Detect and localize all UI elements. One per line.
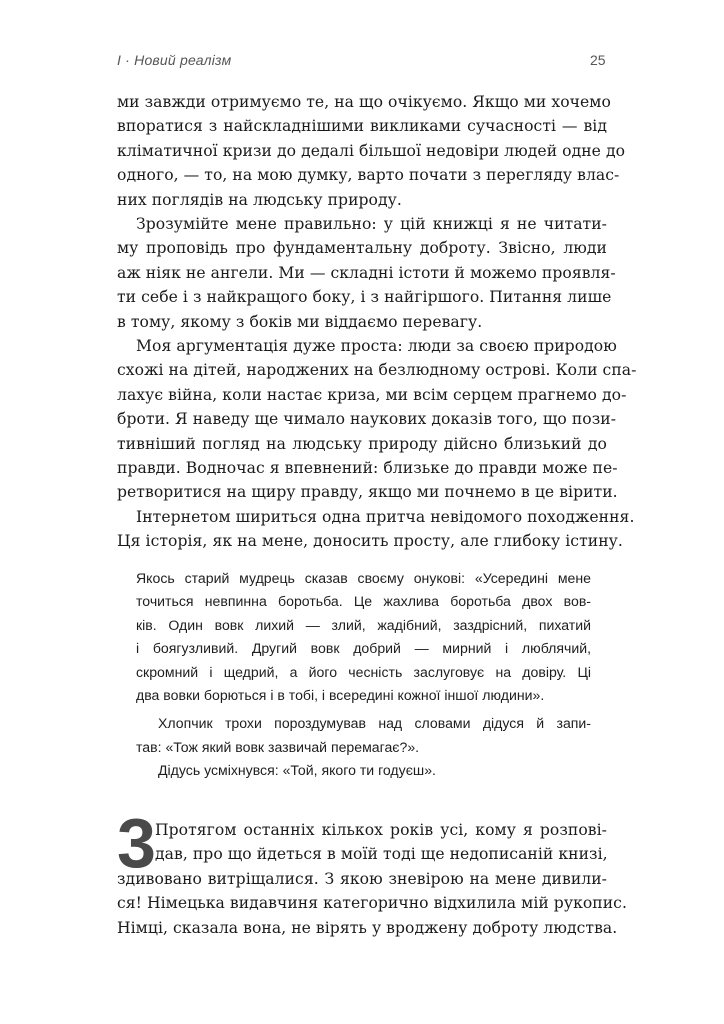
section-3-paragraph [117, 818, 627, 940]
text-line: в тому, якому з боків ми віддаємо перевагу. [117, 312, 483, 331]
text-line: схожі на дітей, народжених на безлюдному острові. Коли спа- [117, 361, 637, 380]
paragraph-4 [117, 505, 635, 554]
text-line: Протягом останніх кількох років усі, кому я розпові- [155, 821, 607, 839]
quote-line: Дідусь усміхнувся: «Той, якого ти годуєш». [158, 762, 436, 779]
text-line: лахує війна, коли настає криза, ми всім серцем прагнемо до- [117, 385, 627, 404]
text-line: них поглядів на людську природу. [117, 190, 402, 209]
text-line: аж ніяк не ангели. Ми — складні істоти й можемо проявля- [117, 263, 616, 282]
quote-line: і боягузливий. Другий вовк добрий — мирний і люблячий, [136, 640, 591, 657]
text-line: ся! Німецька видавчиня категорично відхилила мій рукопис. [117, 894, 627, 913]
paragraph-2 [117, 212, 616, 334]
text-line: Інтернетом шириться одна притча невідомого походження. [136, 508, 635, 526]
section-number-dropcap: 3 [117, 804, 156, 882]
quote-line: тав: «Тож який вовк зазвичай перемагає?». [136, 738, 420, 755]
text-line: ти себе і з найкращого боку, і з найгіршого. Питання лише [117, 288, 612, 307]
text-line: броти. Я наведу ще чимало наукових доказів того, що пози- [117, 410, 617, 429]
text-line: Зрозумійте мене правильно: у цій книжці я не читати- [136, 215, 607, 233]
quote-line: ків. Один вовк лихий — злий, жадібний, заздрісний, пихатий [136, 616, 591, 633]
text-line: му проповідь про фундаментальну доброту. Звісно, люди [117, 239, 607, 258]
running-head: І · Новий реалізм [117, 52, 232, 68]
parable-quote [136, 567, 591, 783]
text-line: одного, — то, на мою думку, варто почати з перегляду влас- [117, 166, 620, 185]
page-number: 25 [590, 52, 606, 68]
text-line: впоратися з найскладнішими викликами сучасності — від [117, 117, 607, 136]
text-line: ретворитися на щиру правду, якщо ми почнемо в це вірити. [117, 483, 618, 502]
text-line: дав, про що йдеться в моїй тоді ще недописаній книзі, [155, 845, 608, 864]
text-line: здивовано витріщалися. З якою зневірою на мене дивили- [117, 869, 607, 888]
quote-line: точиться невпинна боротьба. Це жахлива боротьба двох вов- [136, 593, 591, 610]
text-line: правди. Водночас я впевнений: близьке до правди може пе- [117, 459, 618, 478]
text-line: Моя аргументація дуже проста: люди за своєю природою [136, 337, 617, 355]
quote-line: Хлопчик трохи пороздумував над словами дідуся й запи- [158, 715, 591, 732]
quote-line: два вовки борються і в тобі, і всередині кожної іншої людини». [136, 687, 545, 704]
text-line: ми завжди отримуємо те, на що очікуємо. Якщо ми хочемо [117, 93, 611, 111]
paragraph-3 [117, 334, 637, 505]
text-line: кліматичної кризи до дедалі більшої недовіри людей одне до [117, 141, 626, 160]
quote-line: Якось старий мудрець сказав своєму онукові: «Усередині мене [136, 570, 591, 586]
text-line: Ця історія, як на мене, доносить просту, але глибоку істину. [117, 532, 623, 551]
quote-line: скромний і щедрий, а його чесність заслуговує на довіру. Ці [136, 663, 591, 680]
text-line: тивніший погляд на людську природу дійсно близький до [117, 434, 607, 453]
paragraph-1 [117, 90, 626, 212]
text-line: Німці, сказала вона, не вірять у вроджену доброту людства. [117, 918, 618, 937]
